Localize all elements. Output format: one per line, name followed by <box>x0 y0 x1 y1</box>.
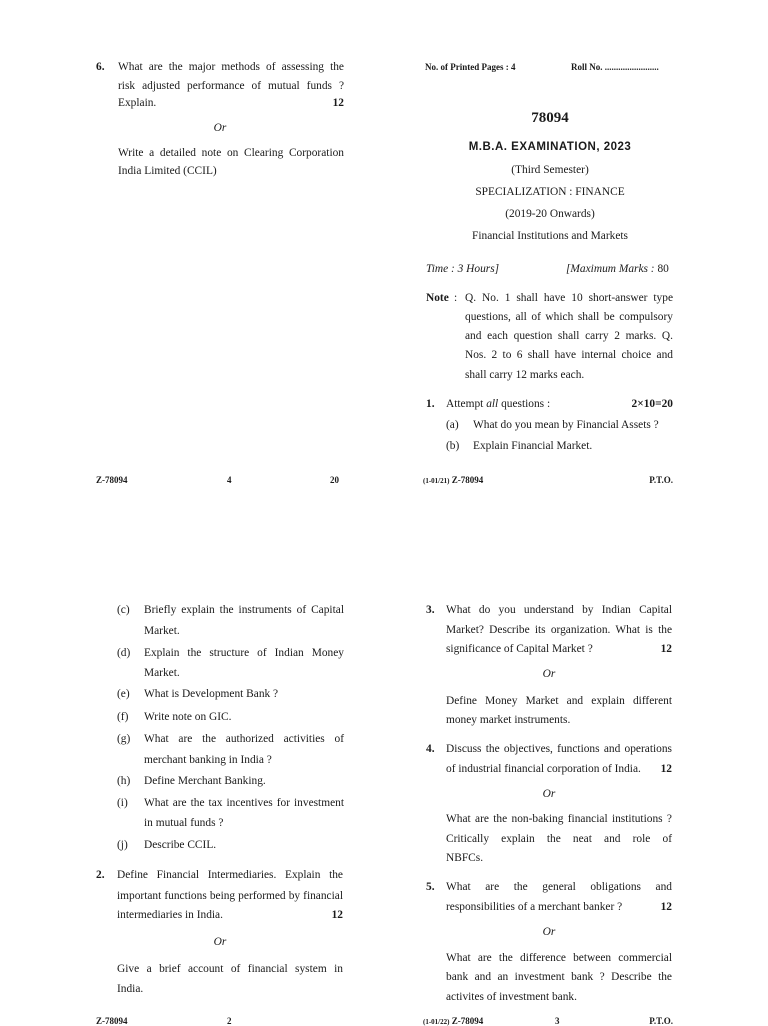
q2-alt-line-2: India. <box>117 983 144 995</box>
subject: Financial Institutions and Markets <box>472 230 628 242</box>
printed-pages: No. of Printed Pages : 4 <box>425 62 516 72</box>
onwards: (2019-20 Onwards) <box>505 208 595 220</box>
q1-marks: 2×10=20 <box>631 398 673 410</box>
q1-j-line-1: Describe CCIL. <box>144 839 217 851</box>
q5-alt-line-1: What are the difference between commercial <box>446 952 672 964</box>
q5-line-2: responsibilities of a merchant banker ? <box>446 901 623 913</box>
note-label: Note <box>426 292 449 304</box>
page-1-footer-pto: P.T.O. <box>649 475 673 485</box>
q3-alt-line-2: money market instruments. <box>446 714 571 726</box>
q5-alt-line-3: activites of investment bank. <box>446 991 577 1003</box>
note-line-2: questions, all of which shall be compulsory <box>465 311 673 323</box>
q6-marks: 12 <box>332 97 344 109</box>
q1-d-line-1: Explain the structure of Indian Money <box>144 647 344 659</box>
page-1-footer-batch: (1-01/21) <box>423 477 450 485</box>
q1-i-line-2: in mutual funds ? <box>144 817 224 829</box>
q2-or: Or <box>213 936 227 948</box>
page-4-footer-copies: 20 <box>330 475 339 485</box>
q2-line-2: important functions being performed by financial <box>117 890 343 902</box>
q4-alt-line-3: NBFCs. <box>446 852 484 864</box>
semester: (Third Semester) <box>511 164 589 176</box>
q1-g-line-1: What are the authorized activities of <box>144 733 344 745</box>
q5-line-1: What are the general obligations and <box>446 881 672 893</box>
roll-no: Roll No. ........................ <box>571 62 659 72</box>
q1-d-label: (d) <box>117 647 131 659</box>
q2-alt-line-1: Give a brief account of financial system in <box>117 963 343 975</box>
note-line-1: Q. No. 1 shall have 10 short-answer type <box>465 292 673 304</box>
q2-number: 2. <box>96 869 105 881</box>
q1-g-line-2: merchant banking in India ? <box>144 754 272 766</box>
q1-text-post: questions : <box>498 398 551 410</box>
time-label: Time : 3 Hours] <box>426 263 500 275</box>
q3-line-1: What do you understand by Indian Capital <box>446 604 672 616</box>
page-1-footer-code: Z-78094 <box>451 475 484 485</box>
q6-alt-line-2: India Limited (CCIL) <box>118 165 217 177</box>
max-marks-label: [Maximum Marks : <box>566 263 658 275</box>
page-4-footer-code: Z-78094 <box>96 475 128 485</box>
q1-c-line-1: Briefly explain the instruments of Capital <box>144 604 344 616</box>
q1-i-line-1: What are the tax incentives for investment <box>144 797 344 809</box>
page-4-footer-page: 4 <box>227 475 232 485</box>
q1-b-text: Explain Financial Market. <box>473 440 593 452</box>
q3-line-2: Market? Describe its organization. What is the <box>446 624 672 636</box>
q1-c-line-2: Market. <box>144 625 180 637</box>
note-line-5: shall carry 12 marks each. <box>465 369 585 381</box>
q1-c-label: (c) <box>117 604 130 616</box>
page-3-footer-batch: (1-01/22) <box>423 1018 450 1026</box>
q3-line-3: significance of Capital Market ? <box>446 643 593 655</box>
q1-j-label: (j) <box>117 839 128 851</box>
q1-f-line-1: Write note on GIC. <box>144 711 232 723</box>
page-2-footer-page: 2 <box>227 1016 232 1026</box>
q5-or: Or <box>542 926 556 938</box>
q1-a-label: (a) <box>446 419 459 431</box>
q1-text-pre: Attempt <box>446 398 487 410</box>
q6-or: Or <box>213 122 227 134</box>
q6-line-3: Explain. <box>118 97 157 109</box>
q1-h-line-1: Define Merchant Banking. <box>144 775 266 787</box>
note-colon: : <box>454 292 458 304</box>
q3-or: Or <box>542 668 556 680</box>
q3-number: 3. <box>426 604 435 616</box>
q2-line-1: Define Financial Intermediaries. Explain the <box>117 869 343 881</box>
note-line-4: Nos. 2 to 6 shall have internal choice and <box>465 349 673 361</box>
paper-code: 78094 <box>531 110 569 126</box>
q1-e-label: (e) <box>117 688 130 700</box>
q4-alt-line-1: What are the non-baking financial institutions ? <box>446 813 672 825</box>
q4-alt-line-2: Critically explain the neat and role of <box>446 833 672 845</box>
max-marks-value: 80 <box>657 263 669 275</box>
page-2-footer-code: Z-78094 <box>96 1016 128 1026</box>
q1-b-label: (b) <box>446 440 460 452</box>
q1-text-em: all <box>486 398 499 410</box>
page-3-footer-page: 3 <box>555 1016 560 1026</box>
q1-number: 1. <box>426 398 435 410</box>
q1-a-text: What do you mean by Financial Assets ? <box>473 419 659 431</box>
q4-marks: 12 <box>660 763 672 775</box>
specialization: SPECIALIZATION : FINANCE <box>475 186 625 198</box>
q6-alt-line-1: Write a detailed note on Clearing Corporation <box>118 147 344 159</box>
q2-line-3: intermediaries in India. <box>117 909 223 921</box>
q5-marks: 12 <box>660 901 672 913</box>
q5-alt-line-2: bank and an investment bank ? Describe the <box>446 971 672 983</box>
q1-h-label: (h) <box>117 775 131 787</box>
page-3-footer-code: Z-78094 <box>451 1016 484 1026</box>
page-3-footer <box>423 1017 483 1026</box>
q2-marks: 12 <box>331 909 343 921</box>
q3-alt-line-1: Define Money Market and explain different <box>446 695 672 707</box>
q1-d-line-2: Market. <box>144 667 180 679</box>
q4-line-2: of industrial financial corporation of India. <box>446 763 641 775</box>
q1-i-label: (i) <box>117 797 128 809</box>
q1-f-label: (f) <box>117 711 129 723</box>
q6-line-1: What are the major methods of assessing the <box>118 61 344 73</box>
q1-g-label: (g) <box>117 733 131 745</box>
q4-or: Or <box>542 788 556 800</box>
q6-line-2: risk adjusted performance of mutual funds ? <box>118 80 344 92</box>
q3-marks: 12 <box>660 643 672 655</box>
q6-number: 6. <box>96 61 105 73</box>
q4-line-1: Discuss the objectives, functions and operations <box>446 743 672 755</box>
q4-number: 4. <box>426 743 435 755</box>
q1-e-line-1: What is Development Bank ? <box>144 688 279 700</box>
q5-number: 5. <box>426 881 435 893</box>
page-3-footer-pto: P.T.O. <box>649 1016 673 1026</box>
exam-title: M.B.A. EXAMINATION, 2023 <box>468 141 632 153</box>
note-line-3: and each question shall carry 2 marks. Q. <box>465 330 673 342</box>
